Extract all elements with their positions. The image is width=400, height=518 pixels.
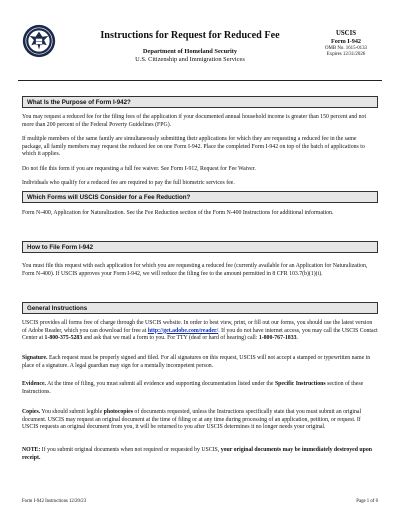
purpose-paragraph-2: If multiple members of the same family are simultaneously submitting their applications for which they are requesting a reduced fee in the same package, all family members may request the reduced fee on one Form I-942. Place the completed Form I-942 on top of the batch of applications to which it applies. [22,136,365,158]
note-warning: your original documents may be immediately destroyed upon receipt. [22,447,373,461]
omb-number: OMB No. 1615-0133 [325,46,367,51]
note-text: If you submit original documents when not required or requested by USCIS, [40,447,221,453]
howto-paragraph-1: You must file this request with each application for which you are requesting a reduced fee (currently available for an Application for Naturalization, Form N-400). If USCIS approves your Form I-942, we will reduce the filing fee to the amount permitted in 8 CFR 103.7(b)(1)(i). [22,263,368,277]
general-paragraph-forms [22,320,378,343]
copies-text: You should submit legible [40,409,104,415]
purpose-paragraph-3: Do not file this form if you are requesting a full fee waiver. See Form I-912, Request for Fee Waiver. [22,166,256,172]
specific-instructions-emphasis: Specific Instructions [274,381,326,387]
forms-paragraph-1: Form N-400, Application for Naturalization. See the Fee Reduction section of the Form N-400 Instructions for additional information. [22,210,334,216]
copies-text: of documents requested, unless the Instructions specifically state that you must submit an original document. USCIS may request an original document at the time of filing or at any time during processing of an application, petition, or request. If USCIS requests an original document from you, it will be returned to you after USCIS determines it no longer needs your original. [22,409,362,431]
department-name: Department of Homeland Security [142,48,238,55]
agency-name: U.S. Citizenship and Immigration Services [135,56,245,63]
header-divider [18,80,382,81]
note-label: NOTE: [22,447,41,453]
adobe-reader-link[interactable]: http://get.adobe.com/reader/ [147,327,219,334]
general-text: USCIS provides all forms free of charge through the USCIS website. In order to best view, print, or fill out our forms, you should use the latest version of Adobe Reader, which you can download for free at [22,320,373,334]
signature-text: Each request must be properly signed and filed. For all signatures on this request, USCIS will not accept a stamped or typewritten name in place of a signature. A legal guardian may sign for a mentally incompetent person. [22,355,371,369]
page-title: Instructions for Request for Reduced Fee [100,30,280,41]
evidence-text: section of these Instructions. [22,381,364,395]
photocopies-emphasis: photocopies [103,409,133,415]
header-center [70,30,310,64]
copies-paragraph [22,409,378,432]
evidence-label: Evidence. [22,381,46,387]
agency-short: USCIS [335,30,357,37]
expiration-date: Expires 12/31/2026 [326,52,366,57]
purpose-paragraph-1: You may request a reduced fee for the filing fees of the application if your documented annual household income is greater than 150 percent and not more than 200 percent of the Federal Poverty Guidelines (FPG). [22,114,367,128]
tty-phone: 1-800-767-1833 [258,335,297,342]
section-heading-forms: Which Forms will USCIS Consider for a Fee Reduction? [22,191,378,203]
general-text: and ask that we mail a form to you. For TTY (deaf or hard of hearing) call: [82,335,259,342]
section-heading-howto: How to File Form I-942 [22,241,378,253]
dhs-seal-icon [22,24,56,58]
footer-page-number: Page 1 of 6 [356,499,378,504]
purpose-paragraph-4: Individuals who qualify for a reduced fee are required to pay the full biometric services fee. [22,180,235,186]
evidence-text: At the time of filing, you must submit all evidence and supporting documentation listed under the [46,381,275,387]
section-heading-general: General Instructions [22,302,378,314]
footer-form-version: Form I-942 Instructions 12/20/23 [22,499,87,504]
section-heading-purpose: What Is the Purpose of Form I-942? [22,96,378,108]
contact-center-phone: 1-800-375-5283 [44,335,83,342]
signature-paragraph [22,355,378,370]
header-right [310,30,382,58]
general-text: . [296,335,298,342]
general-text: . If you do not have internet access, you may call the USCIS Contact Center at [22,327,378,342]
note-paragraph [22,447,378,462]
copies-label: Copies. [22,409,41,415]
signature-label: Signature. [22,355,48,361]
evidence-paragraph [22,381,378,396]
form-id: Form I-942 [330,38,362,45]
